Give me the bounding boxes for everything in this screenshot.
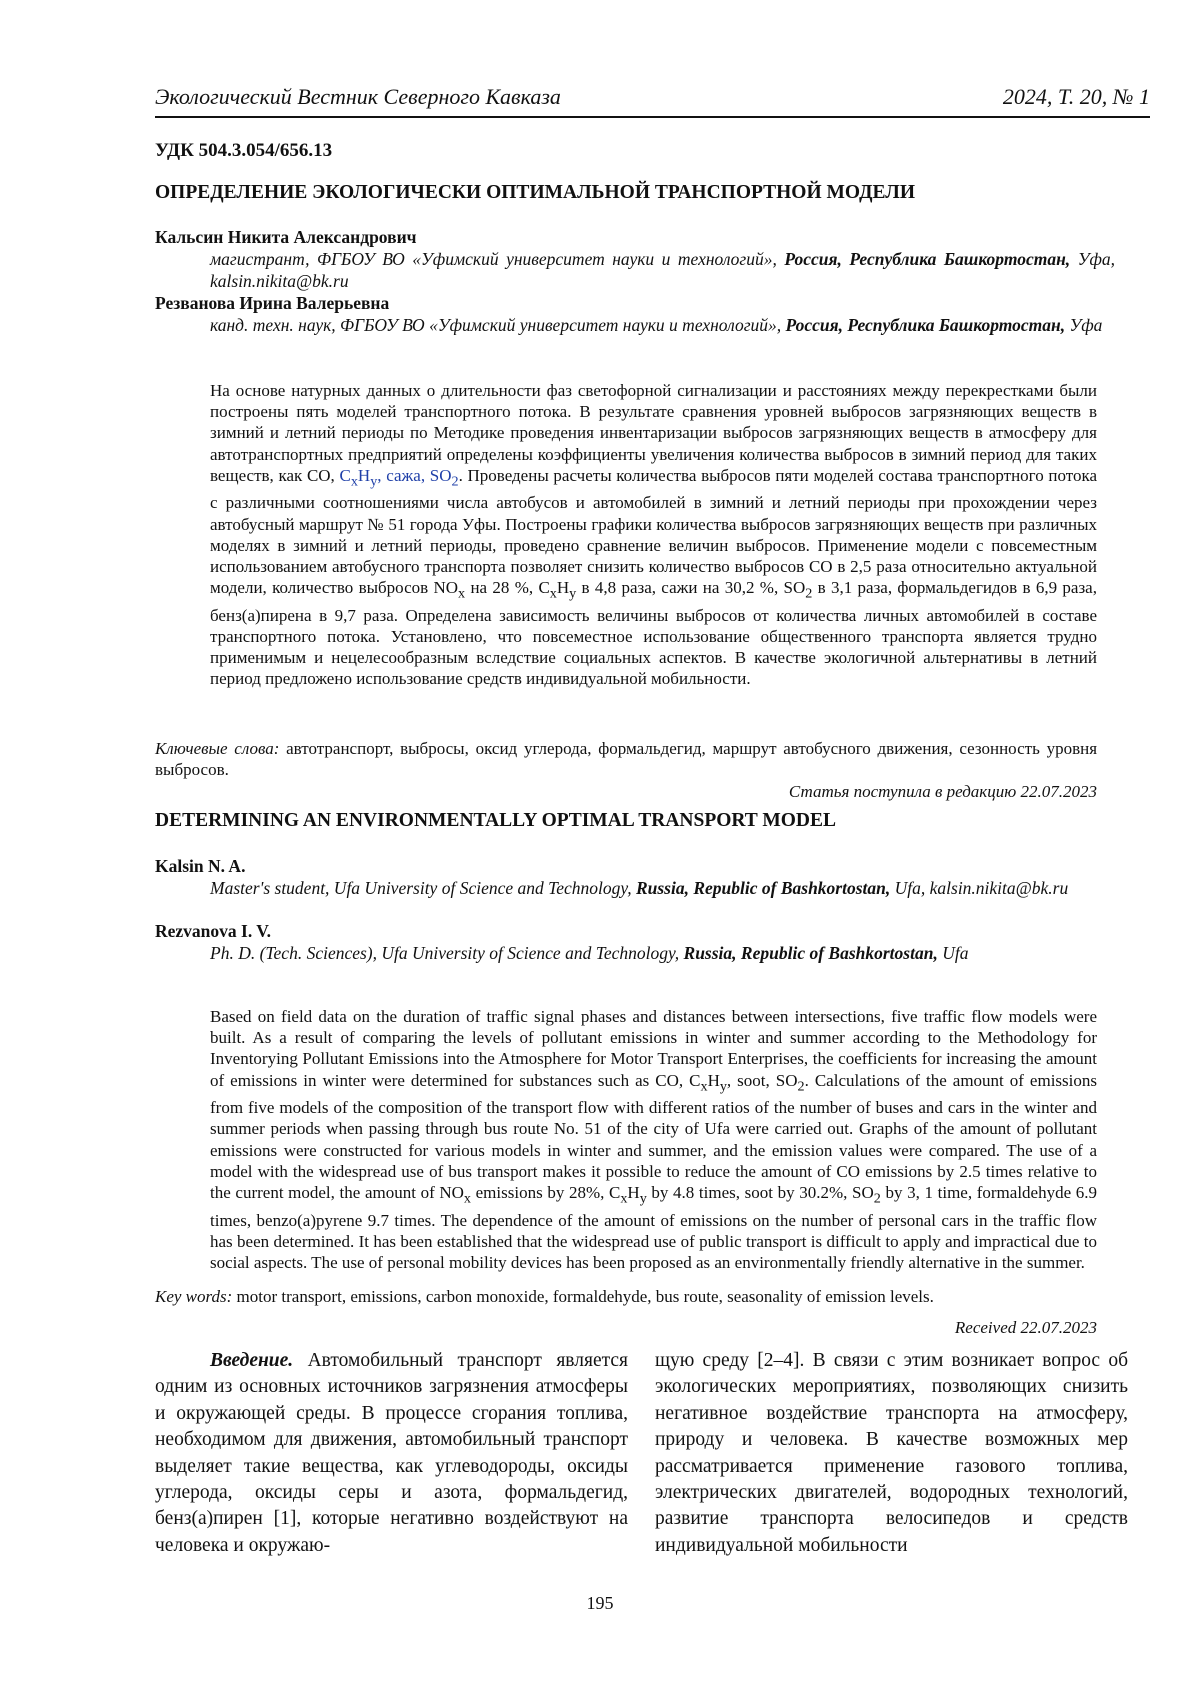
- author-affiliation: Master's student, Ufa University of Science and Technology, Russia, Republic of Bashkortostan, Ufa, kalsin.nikita@bk.ru: [210, 878, 1069, 898]
- author-name: Rezvanova I. V.: [155, 921, 272, 941]
- page-number: 195: [586, 1593, 614, 1613]
- body-column-right: щую среду [2–4]. В связи с этим возникает вопрос об экологических мероприятиях, позволяющих снизить негативное воздействие транспорта на атмосферу, природу и человека. В качестве возможных мер рассматривается применение газового топлива, электрических двигателей, водородных технологий, развитие транспорта велосипедов и средств индивидуальной мобильности: [655, 1350, 1128, 1556]
- running-header: [155, 80, 1150, 118]
- author-affiliation: канд. техн. наук, ФГБОУ ВО «Уфимский университет науки и технологий», Россия, Республика Башкортостан, Уфа: [210, 315, 1103, 335]
- body-column-left: Введение. Автомобильный транспорт является одним из основных источников загрязнения атмосферы и окружающей среды. В процессе сгорания топлива, необходимом для движения, автомобильный транспорт выделяет такие вещества, как углеводороды, оксиды углерода, оксиды серы и азота, формальдегид, бенз(а)пирен [1], которые негативно воздействуют на человека и окружаю-: [155, 1350, 629, 1556]
- author-block-ru-1: [155, 226, 1115, 292]
- article-title-ru: ОПРЕДЕЛЕНИЕ ЭКОЛОГИЧЕСКИ ОПТИМАЛЬНОЙ ТРАНСПОРТНОЙ МОДЕЛИ: [155, 182, 915, 203]
- abstract-ru: На основе натурных данных о длительности фаз светофорной сигнализации и расстояниях между перекрестками были построены пять моделей транспортного потока. В результате сравнения уровней выбросов загрязняющих веществ в зимний и летний периоды по Методике проведения инвентаризации выбросов загрязняющих веществ в атмосферу для автотранспортных предприятий определены коэффициенты увеличения количества выбросов в зимний период для таких веществ, как CO, $C_xH_y$, сажа, $SO_2$. Проведены расчеты количества выбросов пяти моделей состава транспортного потока с различными соотношениями числа автобусов и автомобилей в зимний и летний периоды при прохождении через автобусный маршрут № 51 города Уфы. Построены графики количества выбросов загрязняющих веществ при различных моделях в зимний и летний периоды, проведено сравнение величин выбросов. Применение модели с повсеместным использованием автобусного транспорта позволяет снизить количество выбросов CO в 2,5 раза относительно актуальной модели, количество выбросов $NO_x$ на 28 %, $C_xH_y$ в 4,8 раза, сажи на 30,2 %, $SO_2$ в 3,1 раза, формальдегидов в 6,9 раза, бенз(а)пирена в 9,7 раза. Определена зависимость величины выбросов от количества личных автомобилей в составе транспортного потока. Установлено, что повсеместное использование общественного транспорта является трудно применимым и нецелесообразным вследствие социальных аспектов. В качестве экологичной альтернативы в летний период предложено использование средств индивидуальной мобильности.: [210, 381, 1098, 689]
- author-block-ru-2: [155, 292, 1115, 336]
- received-date-en: Received 22.07.2023: [954, 1318, 1097, 1337]
- author-name: Kalsin N. A.: [155, 856, 246, 876]
- udc-code: УДК 504.3.054/656.13: [155, 140, 333, 161]
- author-name: Резванова Ирина Валерьевна: [155, 293, 390, 313]
- article-title-en: DETERMINING AN ENVIRONMENTALLY OPTIMAL TRANSPORT MODEL: [155, 810, 837, 831]
- author-block-en-2: [155, 920, 1115, 964]
- author-affiliation: магистрант, ФГБОУ ВО «Уфимский университет науки и технологий», Россия, Республика Башкортостан, Уфа, kalsin.nikita@bk.ru: [210, 249, 1116, 291]
- author-affiliation: Ph. D. (Tech. Sciences), Ufa University of Science and Technology, Russia, Republic of Bashkortostan, Ufa: [210, 943, 969, 963]
- author-name: Кальсин Никита Александрович: [155, 227, 417, 247]
- keywords-ru: Ключевые слова: автотранспорт, выбросы, оксид углерода, формальдегид, маршрут автобусного движения, сезонность уровня выбросов.: [155, 739, 1098, 780]
- issue-info: 2024, Т. 20, № 1: [1002, 84, 1150, 109]
- received-date-ru: Статья поступила в редакцию 22.07.2023: [788, 782, 1097, 801]
- author-block-en-1: [155, 855, 1115, 899]
- keywords-en: Key words: motor transport, emissions, carbon monoxide, formaldehyde, bus route, seasonality of emission levels.: [155, 1287, 934, 1306]
- journal-title: Экологический Вестник Северного Кавказа: [155, 84, 561, 109]
- abstract-en: Based on field data on the duration of traffic signal phases and distances between intersections, five traffic flow models were built. As a result of comparing the levels of pollutant emissions in winter and summer according to the Methodology for Inventorying Pollutant Emissions into the Atmosphere for Motor Transport Enterprises, the coefficients for increasing the amount of emissions in winter were determined for substances such as CO, $C_xH_y$, soot, $SO_2$. Calculations of the amount of emissions from five models of the composition of the transport flow with different ratios of the number of buses and cars in the winter and summer periods when passing through bus route No. 51 of the city of Ufa were carried out. Graphs of the amount of pollutant emissions were constructed for various models in winter and summer, and the emission values were compared. The use of a model with the widespread use of bus transport makes it possible to reduce the amount of CO emissions by 2.5 times relative to the current model, the amount of $NO_x$ emissions by 28%, $C_xH_y$ by 4.8 times, soot by 30.2%, $SO_2$ by 3, 1 time, formaldehyde 6.9 times, benzo(a)pyrene 9.7 times. The dependence of the amount of emissions on the number of personal cars in the traffic flow has been determined. It has been established that the widespread use of public transport is difficult to apply and impractical due to social aspects. The use of personal mobility devices has been proposed as an environmentally friendly alternative in the summer.: [210, 1007, 1098, 1273]
